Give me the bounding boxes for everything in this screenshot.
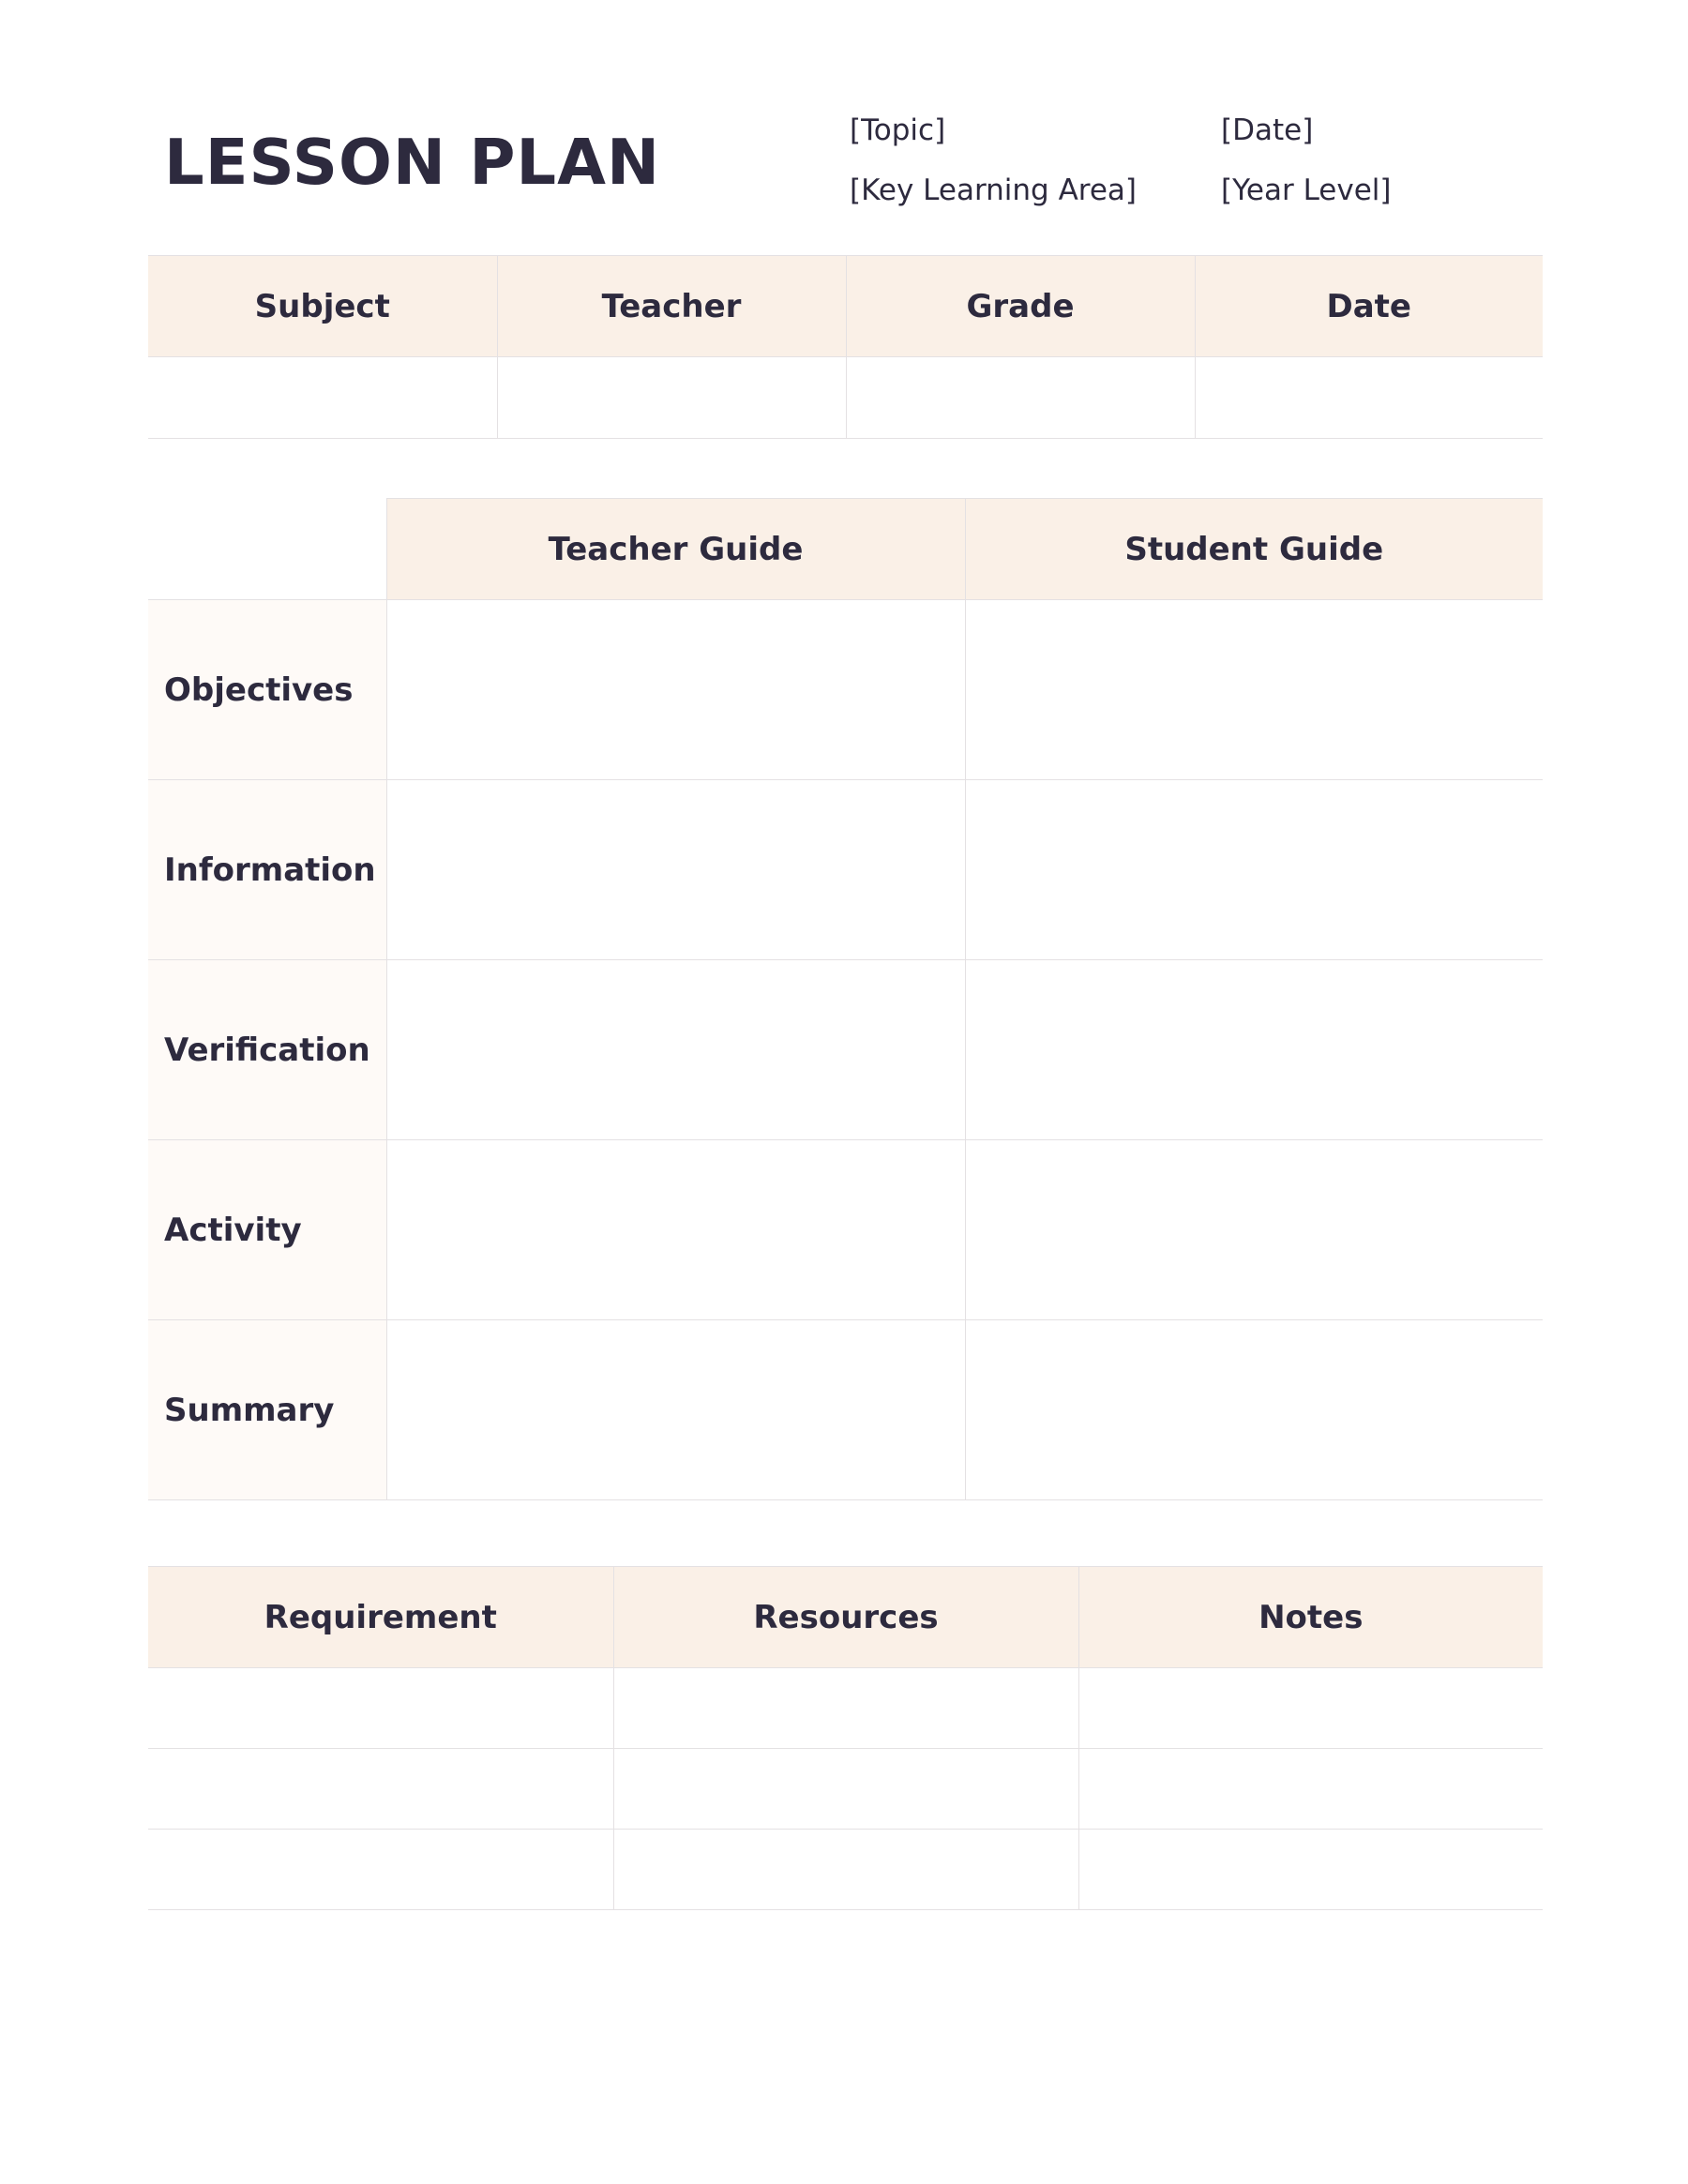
column-header-teacher-guide: Teacher Guide bbox=[386, 499, 965, 600]
teacher-guide-cell[interactable] bbox=[386, 960, 965, 1140]
date-field[interactable]: [Date] bbox=[1221, 113, 1314, 147]
resources-cell[interactable] bbox=[613, 1830, 1078, 1910]
column-header-notes: Notes bbox=[1078, 1567, 1543, 1668]
column-header-requirement: Requirement bbox=[148, 1567, 613, 1668]
student-guide-cell[interactable] bbox=[965, 600, 1543, 780]
column-header-date: Date bbox=[1195, 256, 1543, 357]
student-guide-cell[interactable] bbox=[965, 960, 1543, 1140]
requirements-table-header-row bbox=[148, 1567, 1543, 1668]
requirement-cell[interactable] bbox=[148, 1749, 613, 1830]
notes-cell[interactable] bbox=[1078, 1830, 1543, 1910]
teacher-guide-cell[interactable] bbox=[386, 780, 965, 960]
column-header-student-guide: Student Guide bbox=[965, 499, 1543, 600]
guide-table bbox=[148, 498, 1543, 1500]
table-row bbox=[148, 960, 1543, 1140]
student-guide-cell[interactable] bbox=[965, 780, 1543, 960]
row-label-information: Information bbox=[148, 780, 386, 960]
subject-cell[interactable] bbox=[148, 357, 497, 439]
requirements-table bbox=[148, 1566, 1543, 1910]
info-table bbox=[148, 255, 1543, 439]
topic-field[interactable]: [Topic] bbox=[850, 113, 946, 147]
table-row bbox=[148, 1320, 1543, 1500]
student-guide-cell[interactable] bbox=[965, 1320, 1543, 1500]
column-header-subject: Subject bbox=[148, 256, 497, 357]
resources-cell[interactable] bbox=[613, 1668, 1078, 1749]
grade-cell[interactable] bbox=[846, 357, 1195, 439]
table-row bbox=[148, 780, 1543, 960]
teacher-guide-cell[interactable] bbox=[386, 600, 965, 780]
resources-cell[interactable] bbox=[613, 1749, 1078, 1830]
row-label-objectives: Objectives bbox=[148, 600, 386, 780]
row-label-activity: Activity bbox=[148, 1140, 386, 1320]
year-level-field[interactable]: [Year Level] bbox=[1221, 173, 1392, 207]
teacher-guide-cell[interactable] bbox=[386, 1140, 965, 1320]
column-header-teacher: Teacher bbox=[497, 256, 846, 357]
column-header-grade: Grade bbox=[846, 256, 1195, 357]
corner-cell bbox=[148, 499, 386, 600]
notes-cell[interactable] bbox=[1078, 1668, 1543, 1749]
notes-cell[interactable] bbox=[1078, 1749, 1543, 1830]
table-row bbox=[148, 1749, 1543, 1830]
teacher-cell[interactable] bbox=[497, 357, 846, 439]
info-table-header-row bbox=[148, 256, 1543, 357]
table-row bbox=[148, 1140, 1543, 1320]
row-label-verification: Verification bbox=[148, 960, 386, 1140]
table-row bbox=[148, 357, 1543, 439]
page-title: LESSON PLAN bbox=[164, 126, 661, 199]
key-learning-area-field[interactable]: [Key Learning Area] bbox=[850, 173, 1138, 207]
row-label-summary: Summary bbox=[148, 1320, 386, 1500]
requirement-cell[interactable] bbox=[148, 1830, 613, 1910]
teacher-guide-cell[interactable] bbox=[386, 1320, 965, 1500]
requirement-cell[interactable] bbox=[148, 1668, 613, 1749]
table-row bbox=[148, 1830, 1543, 1910]
date-cell[interactable] bbox=[1195, 357, 1543, 439]
column-header-resources: Resources bbox=[613, 1567, 1078, 1668]
table-row bbox=[148, 600, 1543, 780]
student-guide-cell[interactable] bbox=[965, 1140, 1543, 1320]
guide-table-header-row bbox=[148, 499, 1543, 600]
table-row bbox=[148, 1668, 1543, 1749]
